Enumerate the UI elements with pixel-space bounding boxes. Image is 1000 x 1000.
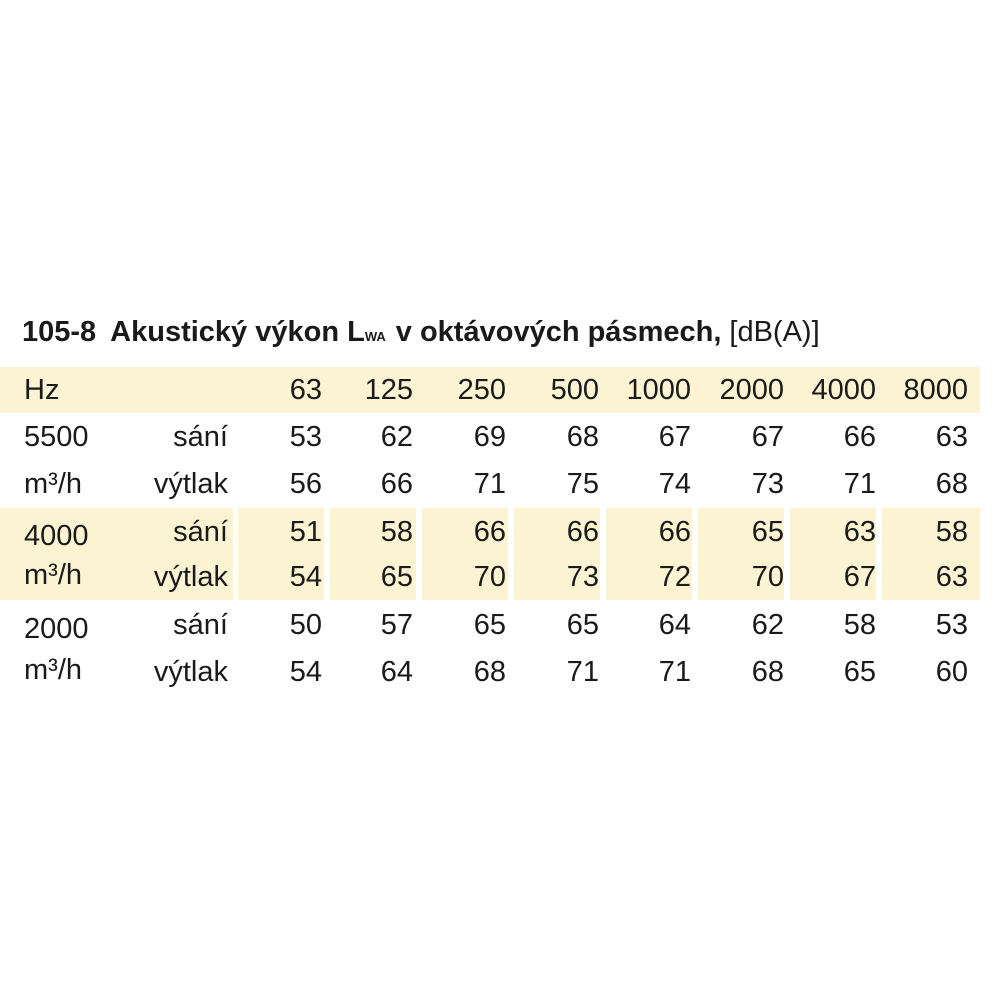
value-cell: 74 [658,468,691,500]
value-cell: 62 [380,421,413,453]
mode-label: výtlak [153,656,228,688]
table-row [0,649,1000,695]
value-cell: 69 [473,421,506,453]
value-cell: 68 [751,656,784,688]
freq-500: 500 [550,374,599,406]
value-cell: 63 [935,561,968,593]
value-cell: 50 [289,609,322,641]
freq-2000: 2000 [719,374,784,406]
table-row [0,509,1000,555]
value-cell: 65 [843,656,876,688]
value-cell: 64 [658,609,691,641]
freq-8000: 8000 [903,374,968,406]
table-title [22,312,820,357]
value-cell: 65 [473,609,506,641]
title-rest: v oktávových pásmech, [395,316,722,348]
value-cell: 71 [566,656,599,688]
value-cell: 66 [473,516,506,548]
value-cell: 65 [751,516,784,548]
value-cell: 72 [658,561,691,593]
header-hz-label: Hz [24,374,60,406]
title-code: 105-8 [22,316,97,348]
value-cell: 66 [380,468,413,500]
value-cell: 65 [566,609,599,641]
title-subscript: WA [364,329,386,344]
table-row [0,554,1000,600]
flow-unit: m³/h [24,468,82,500]
flow-value: 2000 [24,613,89,645]
value-cell: 54 [289,656,322,688]
value-cell: 68 [473,656,506,688]
value-cell: 66 [566,516,599,548]
table-row [0,602,1000,648]
value-cell: 51 [289,516,322,548]
value-cell: 65 [380,561,413,593]
header-row [0,367,1000,413]
value-cell: 67 [751,421,784,453]
title-unit: [dB(A)] [729,316,820,348]
value-cell: 64 [380,656,413,688]
value-cell: 53 [935,609,968,641]
value-cell: 58 [843,609,876,641]
flow-unit: m³/h [24,559,82,591]
mode-label: výtlak [153,561,228,593]
value-cell: 54 [289,561,322,593]
value-cell: 62 [751,609,784,641]
value-cell: 71 [658,656,691,688]
value-cell: 66 [658,516,691,548]
table-row [0,414,1000,460]
table-row [0,461,1000,507]
title-main: Akustický výkon L [110,316,365,348]
value-cell: 68 [935,468,968,500]
value-cell: 57 [380,609,413,641]
value-cell: 66 [843,421,876,453]
flow-value: 4000 [24,520,89,552]
value-cell: 53 [289,421,322,453]
mode-label: sání [173,609,228,641]
freq-1000: 1000 [626,374,691,406]
value-cell: 60 [935,656,968,688]
value-cell: 58 [935,516,968,548]
value-cell: 71 [473,468,506,500]
flow-unit: m³/h [24,654,82,686]
value-cell: 67 [658,421,691,453]
value-cell: 71 [843,468,876,500]
flow-value: 5500 [24,421,89,453]
mode-label: výtlak [153,468,228,500]
mode-label: sání [173,516,228,548]
freq-250: 250 [457,374,506,406]
freq-125: 125 [364,374,413,406]
value-cell: 63 [935,421,968,453]
freq-4000: 4000 [811,374,876,406]
value-cell: 73 [566,561,599,593]
value-cell: 75 [566,468,599,500]
value-cell: 70 [473,561,506,593]
value-cell: 67 [843,561,876,593]
value-cell: 58 [380,516,413,548]
value-cell: 73 [751,468,784,500]
value-cell: 68 [566,421,599,453]
freq-63: 63 [289,374,322,406]
value-cell: 56 [289,468,322,500]
value-cell: 70 [751,561,784,593]
mode-label: sání [173,421,228,453]
value-cell: 63 [843,516,876,548]
